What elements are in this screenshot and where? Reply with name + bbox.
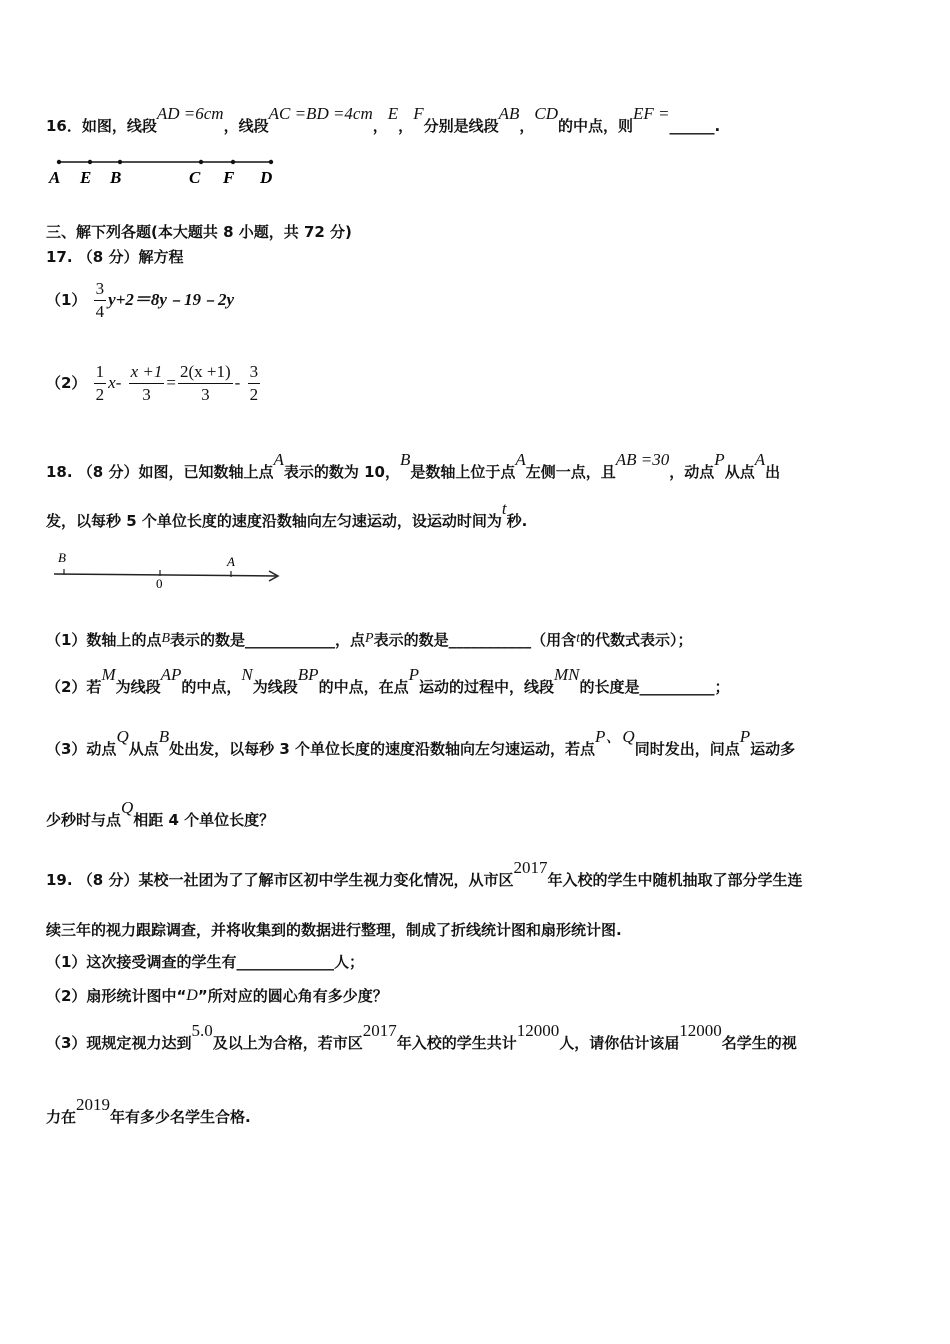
q19-sub1: （1）这次接受调查的学生有_____________人； — [46, 953, 364, 971]
number-line-figure — [50, 548, 290, 590]
fraction-3-4: $\frac{3}{4}$ — [95, 279, 105, 321]
q18-sub3-line2: 少秒时与点Q相距 4 个单位长度？ — [46, 798, 275, 829]
q18-sub2: （2）若M为线段AP的中点，N为线段BP的中点，在点P运动的过程中，线段MN的长度是__________； — [46, 665, 730, 696]
q17-part2: （2） $\frac{1}{2}$ x- $\frac{x +1}{3}$ = $\frac{2(x +1)}{3}$ - $\frac{3}{2}$ — [46, 362, 259, 404]
segment-figure — [44, 152, 294, 190]
math-F: F — [413, 104, 424, 123]
label-D: D — [260, 168, 273, 187]
axis-label-B: B — [58, 550, 66, 565]
q17-part1: （1） $\frac{3}{4}$ y+2＝8y﹣19﹣2y — [46, 279, 234, 321]
fraction-2x1-3: $\frac{2(x +1)}{3}$ — [180, 362, 231, 404]
math-EF: EF = — [633, 104, 670, 123]
q18-line1: 18. （8 分）如图，已知数轴上点A表示的数为 10，B是数轴上位于点A左侧一点，且AB =30，动点P从点A出 — [46, 450, 781, 481]
section-heading: 三、解下列各题(本大题共 8 小题，共 72 分) — [46, 223, 352, 241]
q19-sub3: （3）现规定视力达到5.0及以上为合格，若市区2017年入校的学生共计12000人，请你估计该届12000名学生的视 — [46, 1021, 797, 1052]
q19-sub3-line2: 力在2019年有多少名学生合格. — [46, 1095, 251, 1126]
label-C: C — [189, 168, 201, 187]
answer-blank: _____________ — [236, 953, 334, 971]
answer-blank: __________ — [639, 678, 715, 696]
answer-blank: ____________ — [245, 631, 336, 649]
answer-blank: ___________ — [448, 631, 532, 649]
label-A: A — [49, 168, 61, 187]
axis-label-0: 0 — [156, 576, 163, 590]
q19-line1: 19. （8 分）某校一社团为了了解市区初中学生视力变化情况，从市区2017年入校的学生中随机抽取了部分学生连 — [46, 858, 803, 889]
math-AB: AB — [498, 104, 520, 123]
q18-line2: 发，以每秒 5 个单位长度的速度沿数轴向左匀速运动，设运动时间为t秒. — [46, 499, 528, 530]
q19-sub2: （2）扇形统计图中“D”所对应的圆心角有多少度？ — [46, 987, 388, 1005]
q18-sub3: （3）动点Q从点B处出发，以每秒 3 个单位长度的速度沿数轴向左匀速运动，若点P、Q同时发出，问点P运动多 — [46, 727, 796, 758]
q17-title: 17. （8 分）解方程 — [46, 248, 184, 266]
fraction-1-2: $\frac{1}{2}$ — [95, 362, 105, 404]
math-CD: CD — [534, 104, 559, 123]
label-E: E — [80, 168, 92, 187]
q16-line: 16．如图，线段AD =6cm，线段AC =BD =4cm，E，F分别是线段AB，CD的中点，则EF =______. — [46, 104, 721, 135]
fraction-3-2: $\frac{3}{2}$ — [249, 362, 259, 404]
fraction-x1-3: $\frac{x +1}{3}$ — [130, 362, 163, 404]
math-AD: AD =6cm — [156, 104, 224, 123]
label-F: F — [223, 168, 235, 187]
q18-sub1: （1）数轴上的点B表示的数是____________，点P表示的数是___________（用含t的代数式表示）； — [46, 631, 693, 649]
answer-blank: ______. — [669, 117, 721, 135]
q19-line2: 续三年的视力跟踪调查，并将收集到的数据进行整理，制成了折线统计图和扇形统计图. — [46, 921, 622, 939]
math-AC-BD: AC =BD =4cm — [268, 104, 373, 123]
axis-label-A: A — [227, 554, 235, 569]
math-E: E — [387, 104, 399, 123]
label-B: B — [110, 168, 122, 187]
